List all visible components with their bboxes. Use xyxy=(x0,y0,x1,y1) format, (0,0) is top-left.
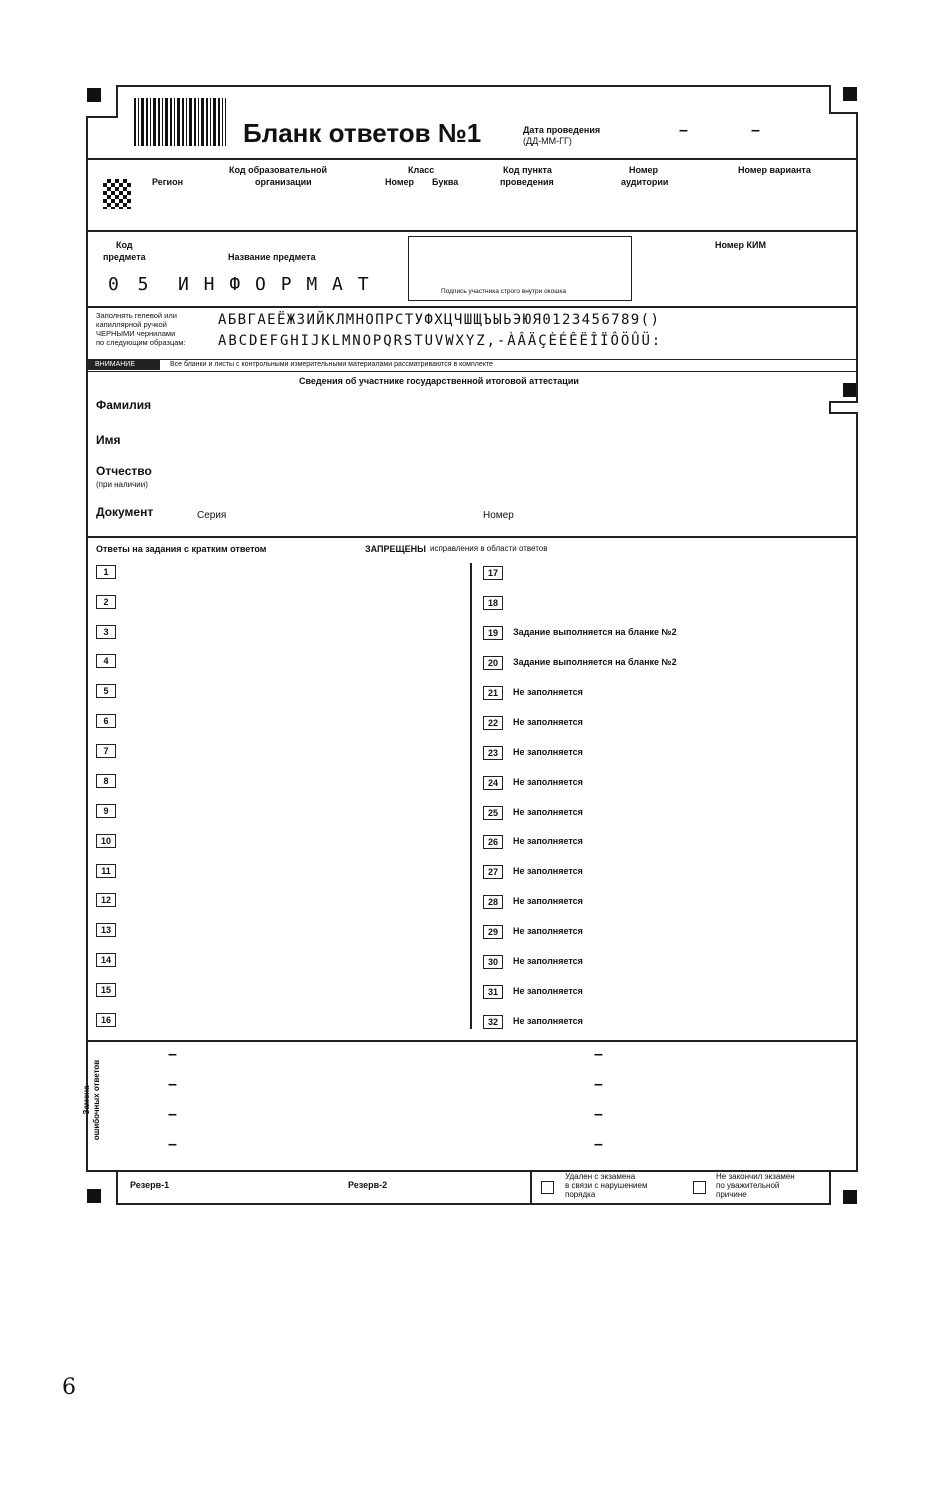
divider-header xyxy=(86,158,858,160)
frame-left xyxy=(86,116,88,1171)
point-code-label-1: Код пункта xyxy=(503,165,552,175)
form-title: Бланк ответов №1 xyxy=(243,118,482,148)
removed-label-3: порядка xyxy=(565,1190,596,1199)
reserve-1-label: Резерв-1 xyxy=(130,1180,170,1190)
signature-note: Подпись участника строго внутри окошка xyxy=(441,288,567,295)
answer-number-30: 30 xyxy=(483,955,503,969)
frame-top xyxy=(116,85,830,87)
answer-note-22: Не заполняется xyxy=(513,717,583,727)
answer-number-5: 5 xyxy=(96,684,116,698)
point-code-label-2: проведения xyxy=(500,177,554,187)
patronymic-label: Отчество xyxy=(96,464,152,478)
answer-number-20: 20 xyxy=(483,656,503,670)
answer-number-26: 26 xyxy=(483,835,503,849)
replacement-dash-right-2: – xyxy=(594,1076,603,1093)
answer-number-22: 22 xyxy=(483,716,503,730)
not-finished-label-3: причине xyxy=(716,1190,747,1199)
barcode xyxy=(134,98,226,146)
answer-number-23: 23 xyxy=(483,746,503,760)
surname-label: Фамилия xyxy=(96,398,152,412)
frame-top-right-notch xyxy=(829,85,831,113)
answer-number-13: 13 xyxy=(96,923,116,937)
frame-bottom-left-notch xyxy=(116,1170,118,1205)
answer-note-28: Не заполняется xyxy=(513,896,583,906)
replacement-label-1: Замена xyxy=(82,1085,91,1115)
footer-divider xyxy=(530,1170,532,1205)
answer-note-23: Не заполняется xyxy=(513,747,583,757)
removed-label-1: Удален с экзамена xyxy=(565,1172,636,1181)
class-label: Класс xyxy=(408,165,435,175)
answer-number-29: 29 xyxy=(483,925,503,939)
date-separator-1: – xyxy=(679,122,688,139)
answer-number-32: 32 xyxy=(483,1015,503,1029)
answer-note-29: Не заполняется xyxy=(513,926,583,936)
frame-right-notch-top xyxy=(829,401,858,403)
answer-number-2: 2 xyxy=(96,595,116,609)
answer-note-27: Не заполняется xyxy=(513,866,583,876)
answer-number-11: 11 xyxy=(96,864,116,878)
room-label-1: Номер xyxy=(629,165,659,175)
answers-column-divider xyxy=(470,563,472,1029)
frame-right-notch-bottom xyxy=(829,412,858,414)
room-label-2: аудитории xyxy=(621,177,669,187)
sample-cyrillic: АБВГАЕЁЖЗИЙКЛМНОПРСТУФХЦЧШЩЪЫЬЭЮЯ0123456789() xyxy=(218,312,661,328)
frame-top-left-notch xyxy=(116,85,118,117)
replacement-dash-left-3: – xyxy=(168,1106,177,1123)
frame-bottom-right-notch xyxy=(829,1170,831,1205)
subject-name-label: Название предмета xyxy=(228,252,316,262)
name-label: Имя xyxy=(96,433,121,447)
answer-number-4: 4 xyxy=(96,654,116,668)
date-label: Дата проведения xyxy=(523,125,601,135)
kim-label: Номер КИМ xyxy=(715,240,766,250)
answer-number-9: 9 xyxy=(96,804,116,818)
document-label: Документ xyxy=(96,505,154,519)
answer-note-21: Не заполняется xyxy=(513,687,583,697)
sample-instruction-3: ЧЕРНЫМИ чернилами xyxy=(96,329,176,338)
frame-bottom xyxy=(116,1203,830,1205)
sample-instruction-1: Заполнять гелевой или xyxy=(96,311,177,320)
answer-number-3: 3 xyxy=(96,625,116,639)
replacement-label-2: ошибочных ответов xyxy=(92,1059,101,1141)
answers-forbidden-rest: исправления в области ответов xyxy=(430,544,548,553)
date-separator-2: – xyxy=(751,122,760,139)
answer-number-7: 7 xyxy=(96,744,116,758)
reserve-2-label: Резерв-2 xyxy=(348,1180,388,1190)
replacement-dash-left-1: – xyxy=(168,1046,177,1063)
registration-mark-top-right xyxy=(843,87,857,101)
answers-forbidden: ЗАПРЕЩЕНЫ xyxy=(365,544,426,554)
replacement-dash-left-2: – xyxy=(168,1076,177,1093)
series-label: Серия xyxy=(197,510,227,521)
answer-note-30: Не заполняется xyxy=(513,956,583,966)
answer-number-6: 6 xyxy=(96,714,116,728)
sample-instruction-2: капиллярной ручкой xyxy=(96,320,167,329)
subject-code-label-1: Код xyxy=(116,240,133,250)
replacement-dash-right-4: – xyxy=(594,1136,603,1153)
answer-number-24: 24 xyxy=(483,776,503,790)
answer-number-19: 19 xyxy=(483,626,503,640)
org-code-label-2: организации xyxy=(255,177,312,187)
answer-number-14: 14 xyxy=(96,953,116,967)
region-label: Регион xyxy=(152,177,183,187)
divider-subject xyxy=(86,306,858,308)
answer-note-25: Не заполняется xyxy=(513,807,583,817)
number-label: Номер xyxy=(483,510,514,521)
answer-number-10: 10 xyxy=(96,834,116,848)
registration-mark-bottom-left xyxy=(87,1189,101,1203)
replacement-dash-left-4: – xyxy=(168,1136,177,1153)
patronymic-note: (при наличии) xyxy=(96,480,148,489)
divider-codes xyxy=(86,230,858,232)
class-number-label: Номер xyxy=(385,177,415,187)
frame-top-right-step xyxy=(829,112,858,114)
class-letter-label: Буква xyxy=(432,177,459,187)
subject-code-label-2: предмета xyxy=(103,252,146,262)
answer-number-18: 18 xyxy=(483,596,503,610)
answer-note-32: Не заполняется xyxy=(513,1016,583,1026)
answer-note-20: Задание выполняется на бланке №2 xyxy=(513,657,677,667)
answer-number-16: 16 xyxy=(96,1013,116,1027)
answer-number-17: 17 xyxy=(483,566,503,580)
replacement-dash-right-1: – xyxy=(594,1046,603,1063)
sample-latin: ABCDEFGHIJKLMNOPQRSTUVWXYZ,-ÀÂÄÇÈÉÊËÎÏÔÖÛÜ: xyxy=(218,333,663,349)
replacement-dash-right-3: – xyxy=(594,1106,603,1123)
answer-number-15: 15 xyxy=(96,983,116,997)
not-finished-label-2: по уважительной xyxy=(716,1181,780,1190)
divider-participant xyxy=(86,536,858,538)
replacement-label xyxy=(82,1040,112,1160)
answer-note-24: Не заполняется xyxy=(513,777,583,787)
attention-label: ВНИМАНИЕ xyxy=(95,361,136,368)
variant-label: Номер варианта xyxy=(738,165,811,175)
not-finished-checkbox[interactable] xyxy=(693,1181,706,1194)
answer-number-21: 21 xyxy=(483,686,503,700)
answer-number-31: 31 xyxy=(483,985,503,999)
answer-number-8: 8 xyxy=(96,774,116,788)
answer-number-28: 28 xyxy=(483,895,503,909)
page-number: 6 xyxy=(62,1375,76,1400)
registration-mark-mid-right xyxy=(843,383,857,397)
answer-number-25: 25 xyxy=(483,806,503,820)
attention-text: Все бланки и листы с контрольными измерительными материалами рассматриваются в комплекте xyxy=(170,361,493,368)
answer-number-12: 12 xyxy=(96,893,116,907)
answer-note-19: Задание выполняется на бланке №2 xyxy=(513,627,677,637)
subject-name-value: И Н Ф О Р М А Т xyxy=(178,274,371,295)
sample-instruction-4: по следующим образцам: xyxy=(96,338,186,347)
not-finished-label-1: Не закончил экзамен xyxy=(716,1172,795,1181)
answer-note-31: Не заполняется xyxy=(513,986,583,996)
org-code-label-1: Код образовательной xyxy=(229,165,328,175)
removed-label-2: в связи с нарушением xyxy=(565,1181,648,1190)
divider-answers xyxy=(86,1040,858,1042)
answer-note-26: Не заполняется xyxy=(513,836,583,846)
registration-mark-bottom-right xyxy=(843,1190,857,1204)
frame-top-left-step xyxy=(86,116,118,118)
answers-title: Ответы на задания с кратким ответом xyxy=(96,544,267,554)
qr-code xyxy=(103,179,131,209)
participant-section-title: Сведения об участнике государственной итоговой аттестации xyxy=(299,376,579,386)
date-format: (ДД-ММ-ГГ) xyxy=(523,136,572,146)
subject-code-value: 0 5 xyxy=(108,274,153,295)
registration-mark-top-left xyxy=(87,88,101,102)
answer-number-1: 1 xyxy=(96,565,116,579)
answer-number-27: 27 xyxy=(483,865,503,879)
removed-checkbox[interactable] xyxy=(541,1181,554,1194)
frame-right-lower xyxy=(856,412,858,1172)
